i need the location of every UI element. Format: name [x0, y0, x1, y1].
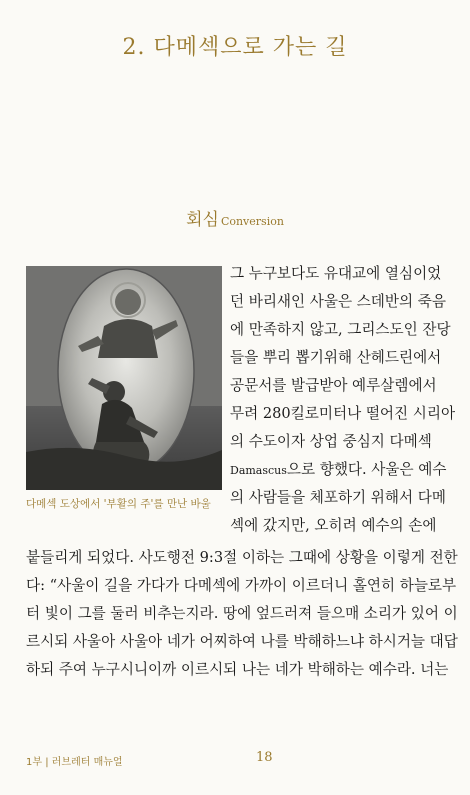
body-line: 무려 280킬로미터나 떨어진 시리아: [230, 405, 456, 422]
body-line: 다: “사울이 길을 가다가 다메섹에 가까이 이르더니 홀연히 하늘로부: [26, 577, 457, 594]
body-line: 의 수도이자 상업 중심지 다메섹: [230, 433, 432, 450]
section-title-english: Conversion: [220, 215, 284, 228]
page-number: 18: [256, 750, 273, 765]
section-heading: [0, 205, 470, 230]
body-line: 르시되 사울아 사울아 네가 어찌하여 나를 박해하느냐 하시거늘 대답: [26, 633, 458, 650]
body-line: 들을 뿌리 뽑기위해 산헤드린에서: [230, 349, 442, 366]
conversion-illustration: [26, 266, 222, 490]
page-footer: [26, 750, 446, 768]
body-line: 의 사람들을 체포하기 위해서 다메: [230, 489, 446, 506]
body-line: 던 바리새인 사울은 스데반의 죽음: [230, 293, 446, 310]
body-line-damascus: [230, 460, 458, 481]
body-line: 붙들리게 되었다. 사도행전 9:3절 이하는 그때에 상황을 이렇게 전한: [26, 549, 458, 566]
footer-book-title: 1부 | 러브레터 매뉴얼: [26, 757, 123, 768]
body-line: 터 빛이 그를 둘러 비추는지라. 땅에 엎드러져 들으매 소리가 있어 이: [26, 605, 458, 622]
chapter-title: 2. 다메섹으로 가는 길: [122, 35, 348, 60]
body-line-rest: 으로 향했다. 사울은 예수: [286, 461, 447, 478]
paul-damascus-painting-image: [26, 266, 222, 490]
body-line: 에 만족하지 않고, 그리스도인 잔당: [230, 321, 451, 338]
body-line: 공문서를 발급받아 예루살렘에서: [230, 377, 437, 394]
damascus-latin: Damascus: [230, 464, 287, 477]
body-line: 섹에 갔지만, 오히려 예수의 손에: [230, 517, 437, 534]
figure-caption: 다메섹 도상에서 '부활의 주'를 만난 바울: [26, 498, 211, 510]
body-line: 하되 주여 누구시니이까 이르시되 나는 네가 박해하는 예수라. 너는: [26, 661, 449, 678]
section-title-korean: 회심: [186, 210, 219, 230]
body-line: 그 누구보다도 유대교에 열심이었: [230, 265, 442, 282]
